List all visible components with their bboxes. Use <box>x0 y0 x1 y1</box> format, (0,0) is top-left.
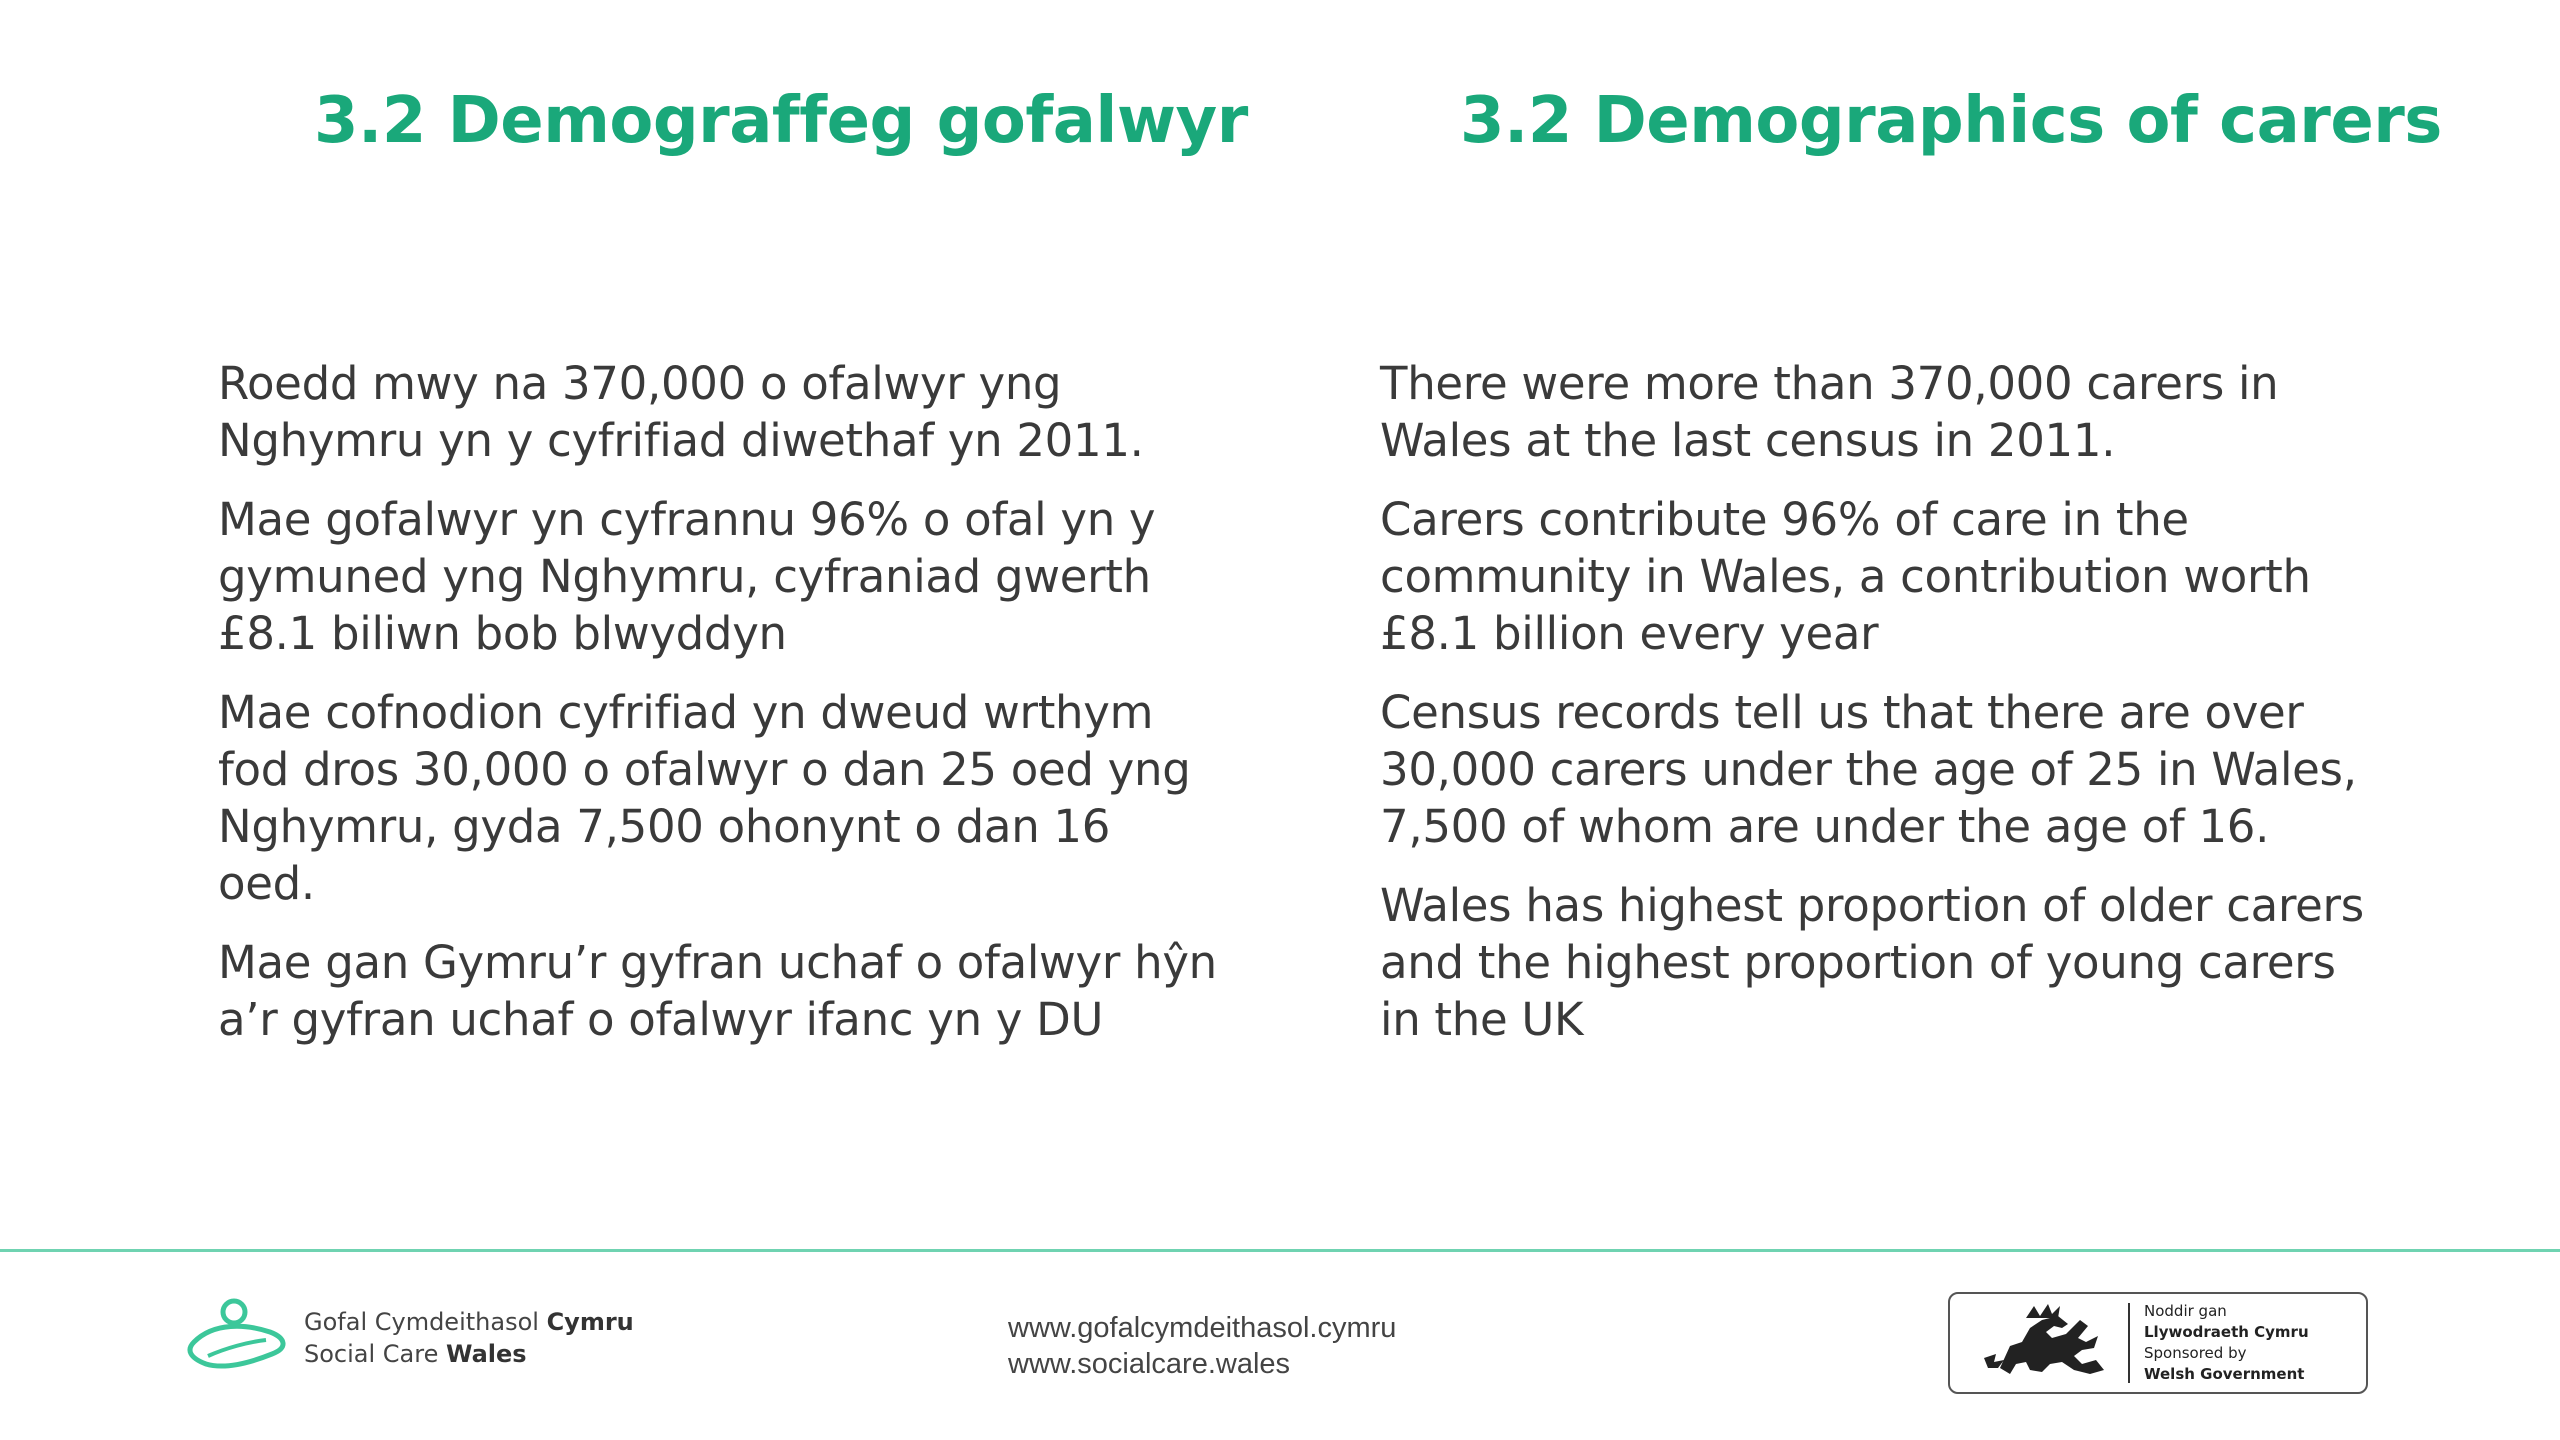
english-website-link[interactable]: www.socialcare.wales <box>1008 1348 1291 1380</box>
logo-line-english <box>304 1338 634 1370</box>
welsh-paragraph: Mae cofnodion cyfrifiad yn dweud wrthym fod dros 30,000 o ofalwyr o dan 25 oed yng Nghymru, gyda 7,500 ohonynt o dan 16 oed. <box>218 686 1191 910</box>
welsh-title: 3.2 Demograffeg gofalwyr <box>314 84 1248 158</box>
sponsor-english-gov-name: Welsh Government <box>2144 1365 2305 1383</box>
social-care-wales-logo-icon <box>186 1298 294 1378</box>
footer-urls <box>1008 1310 1396 1382</box>
english-paragraph: Wales has highest proportion of older carers and the highest proportion of young carers in the UK <box>1380 879 2364 1046</box>
welsh-body <box>218 355 1218 1070</box>
english-title: 3.2 Demographics of carers <box>1460 84 2442 158</box>
logo-welsh-regular: Gofal Cymdeithasol <box>304 1308 547 1336</box>
welsh-government-sponsor-badge <box>1948 1292 2368 1394</box>
logo-english-regular: Social Care <box>304 1340 446 1368</box>
logo-line-welsh <box>304 1306 634 1338</box>
welsh-website-link[interactable]: www.gofalcymdeithasol.cymru <box>1008 1312 1397 1344</box>
sponsor-text <box>2144 1301 2309 1385</box>
english-paragraph: Carers contribute 96% of care in the community in Wales, a contribution worth £8.1 billion every year <box>1380 493 2311 660</box>
sponsor-welsh-gov-name: Llywodraeth Cymru <box>2144 1323 2309 1341</box>
logo-english-bold: Wales <box>445 1340 527 1368</box>
welsh-paragraph: Mae gofalwyr yn cyfrannu 96% o ofal yn y gymuned yng Nghymru, cyfraniad gwerth £8.1 biliwn bob blwyddyn <box>218 493 1156 660</box>
sponsor-welsh-gov <box>2144 1322 2309 1343</box>
badge-divider <box>2128 1303 2130 1383</box>
english-body <box>1380 355 2380 1070</box>
logo-wordmark <box>304 1306 634 1370</box>
social-care-wales-logo <box>186 1298 634 1378</box>
welsh-paragraph: Roedd mwy na 370,000 o ofalwyr yng Nghymru yn y cyfrifiad diwethaf yn 2011. <box>218 357 1144 467</box>
sponsor-english-gov <box>2144 1364 2309 1385</box>
sponsor-sponsored-by: Sponsored by <box>2144 1344 2247 1362</box>
english-paragraph: There were more than 370,000 carers in Wales at the last census in 2011. <box>1380 357 2279 467</box>
english-paragraph: Census records tell us that there are over 30,000 carers under the age of 25 in Wales, 7,500 of whom are under the age of 16. <box>1380 686 2357 853</box>
welsh-dragon-icon <box>1970 1298 2120 1388</box>
sponsor-noddir: Noddir gan <box>2144 1302 2227 1320</box>
logo-welsh-bold: Cymru <box>546 1308 634 1336</box>
footer-divider <box>0 1249 2560 1252</box>
welsh-paragraph: Mae gan Gymru’r gyfran uchaf o ofalwyr hŷn a’r gyfran uchaf o ofalwyr ifanc yn y DU <box>218 936 1217 1046</box>
